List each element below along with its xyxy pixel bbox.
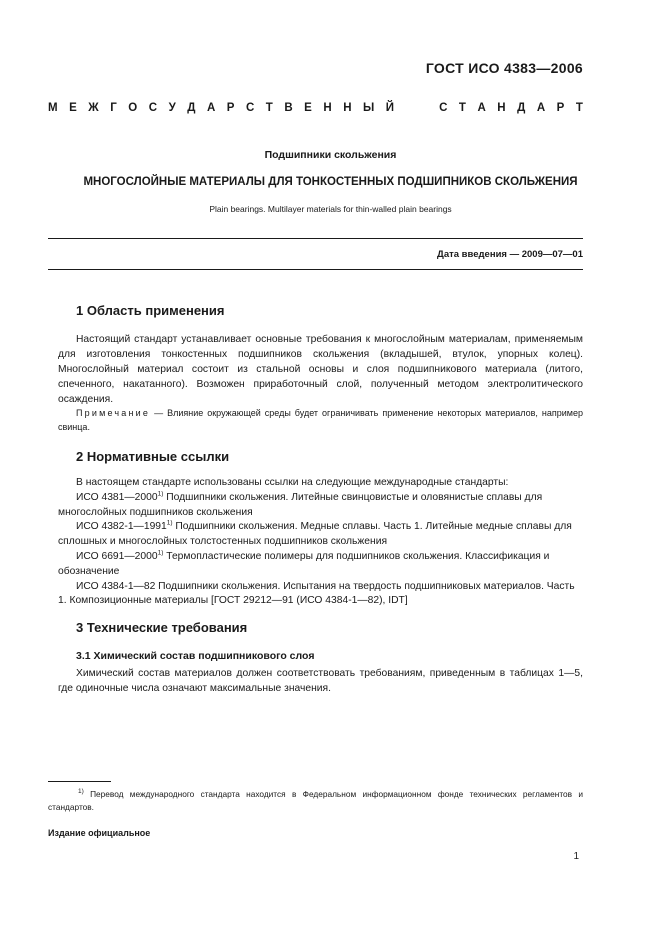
letter: Ы (363, 102, 375, 114)
note-text: — Влияние окружающей среды будет ограничивать применение некоторых материалов, например свинца. (58, 408, 583, 432)
page-title: МНОГОСЛОЙНЫЕ МАТЕРИАЛЫ ДЛЯ ТОНКОСТЕННЫХ ПОДШИПНИКОВ СКОЛЬЖЕНИЯ (83, 176, 578, 188)
reference-code: ИСО 4381—2000 (76, 491, 158, 503)
letter: В (284, 102, 293, 114)
standard-type-heading (48, 102, 583, 114)
letter: С (148, 102, 158, 114)
introduction-date: Дата введения — 2009—07—01 (437, 249, 583, 260)
reference-code: ИСО 4382-1—1991 (76, 521, 167, 533)
letter: Н (343, 102, 352, 114)
references-list (58, 476, 583, 609)
letter: А (206, 102, 216, 114)
edition-label: Издание официальное (48, 828, 151, 838)
letter: Н (323, 102, 332, 114)
letter: У (168, 102, 176, 114)
letter: М (48, 102, 58, 114)
letter: Р (556, 102, 565, 114)
section-1-heading: 1 Область применения (76, 303, 225, 318)
reference-text: Термопластические полимеры для подшипников скольжения. Классификация и обозначение (58, 550, 550, 577)
letter: А (477, 102, 486, 114)
letter: Т (575, 102, 583, 114)
section-2-heading: 2 Нормативные ссылки (76, 449, 230, 464)
reference-text: Подшипники скольжения. Испытания на твердость подшипниковых материалов. Часть 1. Композиционные материалы [ГОСТ 29212—91 (ИСО 4384-1—82), IDT] (58, 580, 575, 607)
references-intro: В настоящем стандарте использованы ссылки на следующие международные стандарты: (76, 477, 509, 488)
letter: С (439, 102, 448, 114)
english-title: Plain bearings. Multilayer materials for thin-walled plain bearings (209, 204, 452, 214)
footnote-marker: 1) (166, 519, 173, 527)
letter: С (245, 102, 255, 114)
word-gap (406, 102, 428, 114)
divider (48, 269, 583, 270)
doc-number: ГОСТ ИСО 4383—2006 (425, 60, 583, 76)
letter: Т (265, 102, 273, 114)
letter: Ж (88, 102, 99, 114)
reference-item (58, 520, 583, 550)
reference-code: ИСО 4384-1—82 (76, 580, 156, 592)
footnote-marker: 1) (157, 490, 164, 498)
note-label: Примечание (76, 408, 151, 418)
footnote-marker: 1) (78, 788, 84, 796)
letter: Р (226, 102, 235, 114)
letter: Д (517, 102, 526, 114)
letter: Г (110, 102, 117, 114)
letter: Н (497, 102, 506, 114)
letter: А (536, 102, 546, 114)
footnote-divider (48, 781, 111, 782)
subsection-3-1-heading: 3.1 Химический состав подшипникового слоя (76, 650, 315, 662)
letter: Т (458, 102, 466, 114)
footnote-text: Перевод международного стандарта находится в Федеральном информационном фонде технических регламентов и стандартов. (48, 789, 583, 812)
reference-item (58, 580, 583, 610)
subtitle: Подшипники скольжения (264, 149, 397, 161)
subsection-3-1-text: Химический состав материалов должен соответствовать требованиям, приведенным в таблицах 1—5, где одиночные числа означают максимальные значения. (58, 668, 583, 694)
reference-item (58, 491, 583, 521)
reference-text: Подшипники скольжения. Медные сплавы. Часть 1. Литейные медные сплавы для сплошных и многослойных толстостенных подшипников скольжения (58, 521, 572, 548)
section-1-note (58, 407, 583, 434)
letter: О (128, 102, 138, 114)
letter: Е (304, 102, 312, 114)
footnote-marker: 1) (157, 549, 164, 557)
footnote (48, 788, 583, 814)
letter: Е (69, 102, 77, 114)
reference-code: ИСО 6691—2000 (76, 550, 158, 562)
letter: Д (187, 102, 196, 114)
letter: Й (385, 102, 395, 114)
section-1-text: Настоящий стандарт устанавливает основные требования к многослойным материалам, применяемым для изготовления тонкостенных подшипников скольжения (вкладышей, втулок, упорных колец). Многослойный материал состоит из стальной основы и слоя подшипникового материала (литого, спеченного, накатанного). Возможен приработочный слой, полученный методом электролитического осаждения. (58, 334, 583, 405)
page-number: 1 (573, 851, 579, 862)
divider (48, 238, 583, 239)
reference-text: Подшипники скольжения. Литейные свинцовистые и оловянистые сплавы для многослойных подшипников скольжения (58, 491, 543, 518)
section-3-heading: 3 Технические требования (76, 620, 248, 635)
reference-item (58, 550, 583, 580)
